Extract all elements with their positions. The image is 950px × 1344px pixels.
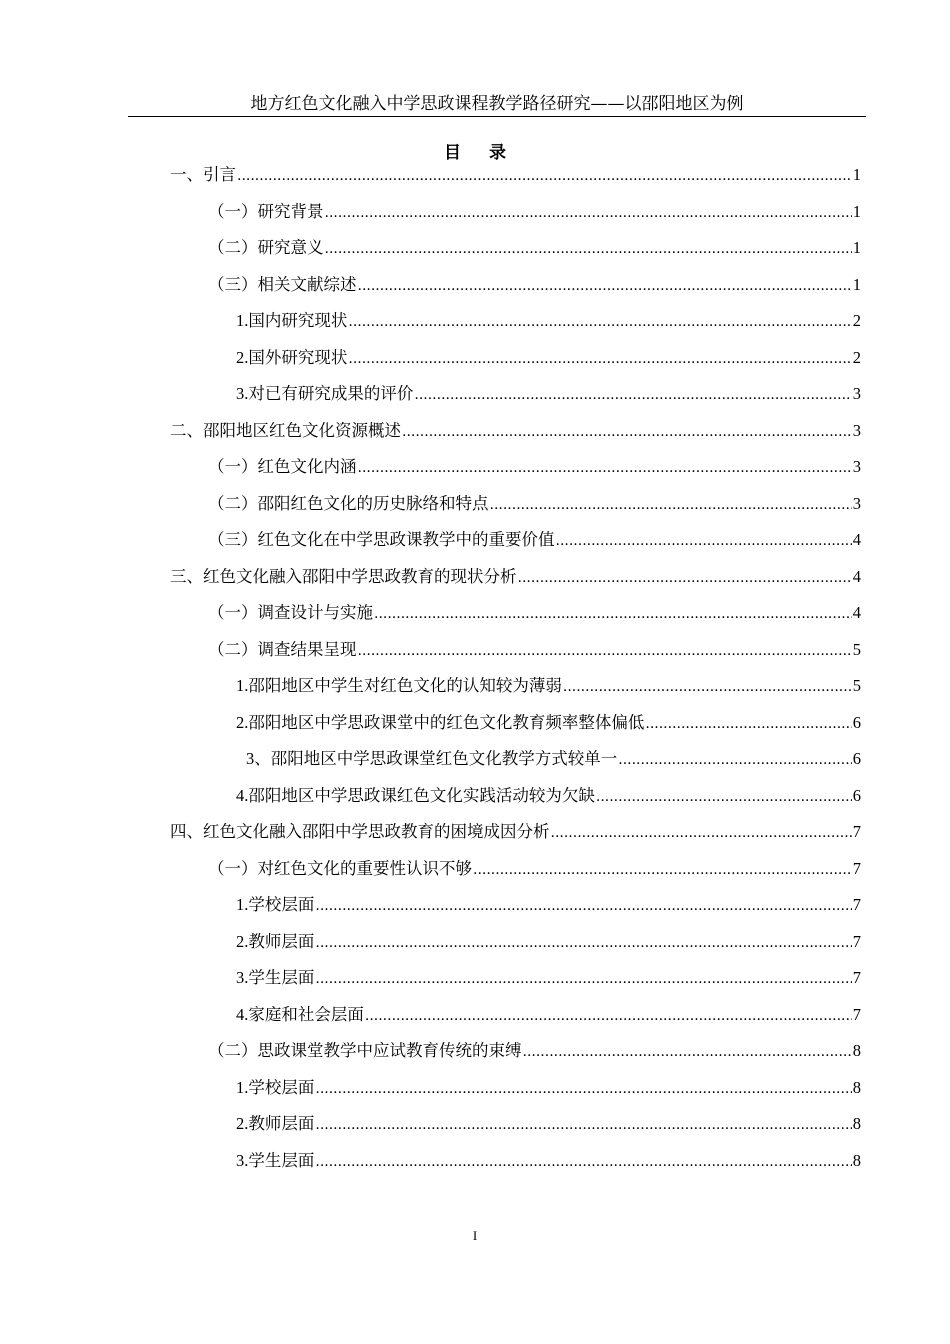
- toc-entry-page: 1: [852, 274, 861, 294]
- toc-entry[interactable]: [170, 1038, 861, 1075]
- toc-entry-label: （二）调查结果呈现: [208, 639, 357, 659]
- dot-leader: [315, 1148, 851, 1175]
- toc-entry-page: 8: [852, 1041, 861, 1060]
- toc-entry-label: 2.教师层面: [236, 931, 315, 951]
- dot-leader: [518, 564, 852, 591]
- toc-entry-page: 1: [852, 238, 861, 257]
- dot-leader: [358, 272, 852, 299]
- toc-entry[interactable]: [170, 673, 861, 710]
- dot-leader: [315, 1075, 851, 1102]
- toc-entry-label: 4.邵阳地区中学思政课红色文化实践活动较为欠缺: [236, 785, 595, 805]
- toc-entry-label: 1.邵阳地区中学生对红色文化的认知较为薄弱: [236, 676, 562, 695]
- toc-entry[interactable]: [170, 783, 861, 820]
- toc-entry[interactable]: [170, 345, 861, 382]
- toc-entry-page: 2: [852, 347, 861, 367]
- dot-leader: [414, 381, 851, 408]
- toc-entry[interactable]: [170, 564, 861, 601]
- toc-entry-page: 7: [852, 1004, 861, 1024]
- dot-leader: [596, 783, 852, 810]
- dot-leader: [473, 856, 852, 883]
- toc-entry-page: 5: [852, 639, 861, 659]
- toc-entry-label: （一）调查设计与实施: [208, 603, 373, 622]
- dot-leader: [563, 673, 852, 700]
- dot-leader: [645, 710, 851, 737]
- toc-entry-page: 4: [852, 530, 861, 549]
- toc-entry-label: （一）对红色文化的重要性认识不够: [208, 858, 472, 878]
- toc-entry-page: 3: [852, 384, 861, 403]
- dot-leader: [358, 637, 852, 664]
- toc-entry-label: 三、红色文化融入邵阳中学思政教育的现状分析: [170, 566, 517, 586]
- toc-entry[interactable]: [170, 965, 861, 1002]
- toc-entry-label: 1.国内研究现状: [236, 311, 348, 330]
- dot-leader: [551, 819, 852, 846]
- dot-leader: [325, 235, 852, 262]
- toc-title-char: 目: [444, 143, 461, 163]
- toc-entry-page: 3: [852, 493, 861, 513]
- table-of-contents: [170, 162, 861, 1184]
- dot-leader: [348, 308, 851, 335]
- dot-leader: [315, 892, 851, 919]
- toc-entry-label: 3.对已有研究成果的评价: [236, 384, 414, 403]
- dot-leader: [402, 418, 852, 445]
- toc-entry[interactable]: [170, 527, 861, 564]
- toc-entry-page: 7: [852, 895, 861, 914]
- toc-entry-page: 8: [852, 1150, 861, 1170]
- toc-entry-label: 3.学生层面: [236, 968, 315, 987]
- toc-entry-page: 4: [852, 603, 861, 622]
- toc-entry[interactable]: [170, 929, 861, 966]
- toc-entry[interactable]: [170, 1111, 861, 1148]
- toc-entry[interactable]: [170, 235, 861, 272]
- toc-entry-label: 四、红色文化融入邵阳中学思政教育的困境成因分析: [170, 822, 550, 841]
- toc-entry-page: 6: [852, 712, 861, 732]
- dot-leader: [365, 1002, 852, 1029]
- toc-entry-label: 3.学生层面: [236, 1150, 315, 1170]
- toc-entry-label: 一、引言: [170, 165, 236, 184]
- toc-entry[interactable]: [170, 491, 861, 528]
- toc-entry-label: 3、邵阳地区中学思政课堂红色文化教学方式较单一: [246, 749, 618, 768]
- toc-entry-page: 1: [852, 201, 861, 221]
- toc-entry-page: 8: [852, 1077, 861, 1097]
- toc-entry-page: 4: [852, 566, 861, 586]
- toc-entry-label: （二）思政课堂教学中应试教育传统的束缚: [208, 1041, 522, 1060]
- toc-entry[interactable]: [170, 1002, 861, 1039]
- toc-entry-page: 6: [852, 785, 861, 805]
- toc-entry[interactable]: [170, 381, 861, 418]
- toc-entry-label: 4.家庭和社会层面: [236, 1004, 364, 1024]
- toc-entry[interactable]: [170, 418, 861, 455]
- toc-entry-label: （一）研究背景: [208, 201, 324, 221]
- toc-entry-page: 3: [852, 457, 861, 476]
- dot-leader: [556, 527, 852, 554]
- toc-entry-label: （二）研究意义: [208, 238, 324, 257]
- toc-entry[interactable]: [170, 746, 861, 783]
- toc-entry[interactable]: [170, 819, 861, 856]
- toc-entry-label: （三）相关文献综述: [208, 274, 357, 294]
- toc-entry-label: （二）邵阳红色文化的历史脉络和特点: [208, 493, 489, 513]
- dot-leader: [358, 454, 852, 481]
- toc-entry-label: （一）红色文化内涵: [208, 457, 357, 476]
- toc-entry-page: 2: [852, 311, 861, 330]
- dot-leader: [325, 199, 852, 226]
- dot-leader: [523, 1038, 852, 1065]
- toc-entry-label: （三）红色文化在中学思政课教学中的重要价值: [208, 530, 555, 549]
- toc-entry-page: 7: [852, 822, 861, 841]
- running-header: 地方红色文化融入中学思政课程教学路径研究——以邵阳地区为例: [250, 94, 744, 114]
- dot-leader: [618, 746, 852, 773]
- toc-entry[interactable]: [170, 710, 861, 747]
- toc-entry-label: 2.教师层面: [236, 1114, 315, 1133]
- toc-entry-label: 1.学校层面: [236, 1077, 315, 1097]
- toc-title-char: 录: [489, 143, 506, 163]
- toc-entry-page: 5: [852, 676, 861, 695]
- dot-leader: [237, 162, 852, 189]
- toc-entry-label: 2.国外研究现状: [236, 347, 348, 367]
- dot-leader: [315, 965, 851, 992]
- dot-leader: [315, 1111, 851, 1138]
- toc-entry-page: 7: [852, 931, 861, 951]
- toc-entry-page: 6: [852, 749, 861, 768]
- toc-entry-page: 1: [852, 165, 861, 184]
- toc-entry-label: 二、邵阳地区红色文化资源概述: [170, 420, 401, 440]
- toc-entry-label: 1.学校层面: [236, 895, 315, 914]
- toc-entry[interactable]: [170, 162, 861, 199]
- toc-title: [0, 138, 950, 163]
- toc-entry[interactable]: [170, 856, 861, 893]
- toc-entry[interactable]: [170, 454, 861, 491]
- toc-entry-page: 7: [852, 858, 861, 878]
- dot-leader: [490, 491, 852, 518]
- toc-entry[interactable]: [170, 199, 861, 236]
- toc-entry-label: 2.邵阳地区中学思政课堂中的红色文化教育频率整体偏低: [236, 712, 645, 732]
- toc-entry[interactable]: [170, 600, 861, 637]
- toc-entry[interactable]: [170, 272, 861, 309]
- page-number: I: [472, 1228, 478, 1243]
- toc-entry[interactable]: [170, 892, 861, 929]
- toc-entry-page: 7: [852, 968, 861, 987]
- dot-leader: [348, 345, 851, 372]
- header-rule: [128, 116, 866, 117]
- toc-entry[interactable]: [170, 1075, 861, 1112]
- toc-entry-page: 8: [852, 1114, 861, 1133]
- toc-entry[interactable]: [170, 308, 861, 345]
- toc-entry-page: 3: [852, 420, 861, 440]
- dot-leader: [374, 600, 852, 627]
- toc-entry[interactable]: [170, 1148, 861, 1185]
- dot-leader: [315, 929, 851, 956]
- toc-entry[interactable]: [170, 637, 861, 674]
